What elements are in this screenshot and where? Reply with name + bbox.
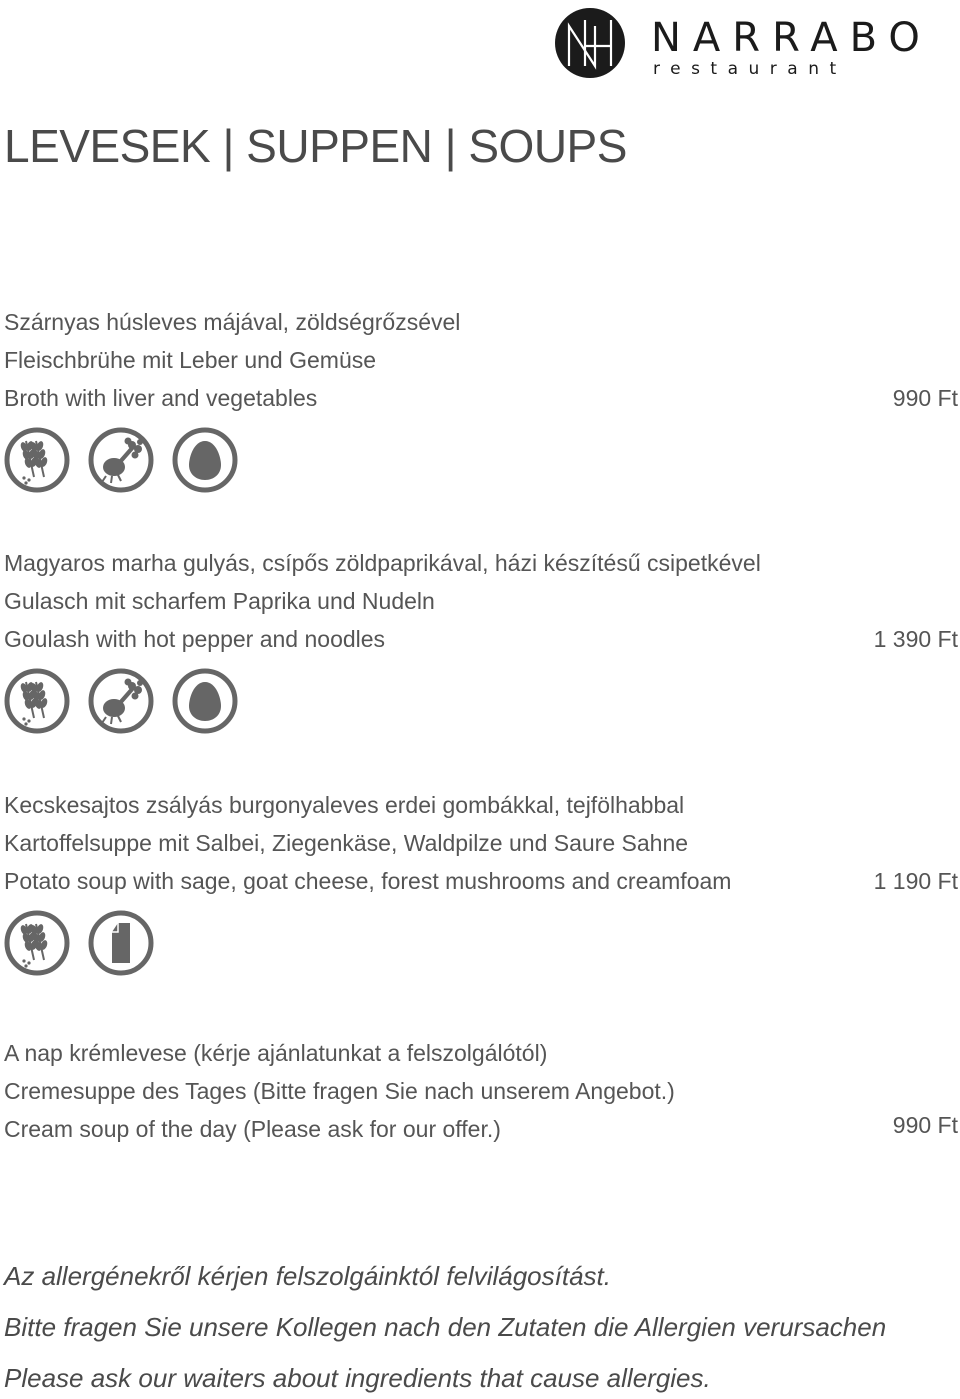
egg-icon <box>172 668 238 734</box>
item-name-hu: A nap krémlevese (kérje ajánlatunkat a felszolgálótól) <box>4 1040 548 1066</box>
celery-icon <box>88 668 154 734</box>
item-name-de: Kartoffelsuppe mit Salbei, Ziegenkäse, Waldpilze und Saure Sahne <box>4 830 689 856</box>
item-name-de: Cremesuppe des Tages (Bitte fragen Sie nach unserem Angebot.) <box>4 1078 675 1104</box>
allergen-note-de: Bitte fragen Sie unsere Kollegen nach den Zutaten die Allergien verursachen <box>4 1312 887 1342</box>
item-name-en: Goulash with hot pepper and noodles <box>4 626 386 652</box>
item-name-de: Fleischbrühe mit Leber und Gemüse <box>4 347 377 373</box>
item-price: 1 190 Ft <box>873 868 958 894</box>
milk-icon <box>88 910 154 976</box>
item-price: 990 Ft <box>892 1112 958 1138</box>
restaurant-logo <box>555 8 955 78</box>
item-price: 990 Ft <box>892 385 958 411</box>
gluten-icon <box>4 910 70 976</box>
item-name-de: Gulasch mit scharfem Paprika und Nudeln <box>4 588 435 614</box>
allergen-note-hu: Az allergénekről kérjen felszolgáinktól felvilágosítást. <box>4 1261 611 1291</box>
menu-item <box>4 303 958 493</box>
menu-item <box>4 544 958 734</box>
allergen-icons <box>4 427 958 493</box>
item-name-hu: Szárnyas húsleves májával, zöldségrőzsével <box>4 309 461 335</box>
allergen-icons <box>4 910 958 976</box>
menu-item <box>4 1034 958 1148</box>
item-name-hu: Magyaros marha gulyás, csípős zöldpaprikával, házi készítésű csipetkével <box>4 550 761 576</box>
item-name-hu: Kecskesajtos zsályás burgonyaleves erdei gombákkal, tejfölhabbal <box>4 792 685 818</box>
celery-icon <box>88 427 154 493</box>
egg-icon <box>172 427 238 493</box>
item-name-en: Cream soup of the day (Please ask for our offer.) <box>4 1116 501 1142</box>
item-name-en: Broth with liver and vegetables <box>4 385 318 411</box>
logo-mark-icon <box>555 8 625 78</box>
menu-item <box>4 786 958 976</box>
logo-name: NARRABO <box>651 15 932 61</box>
logo-subtitle: restaurant <box>653 59 847 79</box>
page-title: LEVESEK | SUPPEN | SOUPS <box>4 120 627 172</box>
allergen-note-en: Please ask our waiters about ingredients that cause allergies. <box>4 1363 711 1393</box>
allergen-icons <box>4 668 958 734</box>
item-name-en: Potato soup with sage, goat cheese, forest mushrooms and creamfoam <box>4 868 732 894</box>
gluten-icon <box>4 668 70 734</box>
item-price: 1 390 Ft <box>873 626 958 652</box>
gluten-icon <box>4 427 70 493</box>
